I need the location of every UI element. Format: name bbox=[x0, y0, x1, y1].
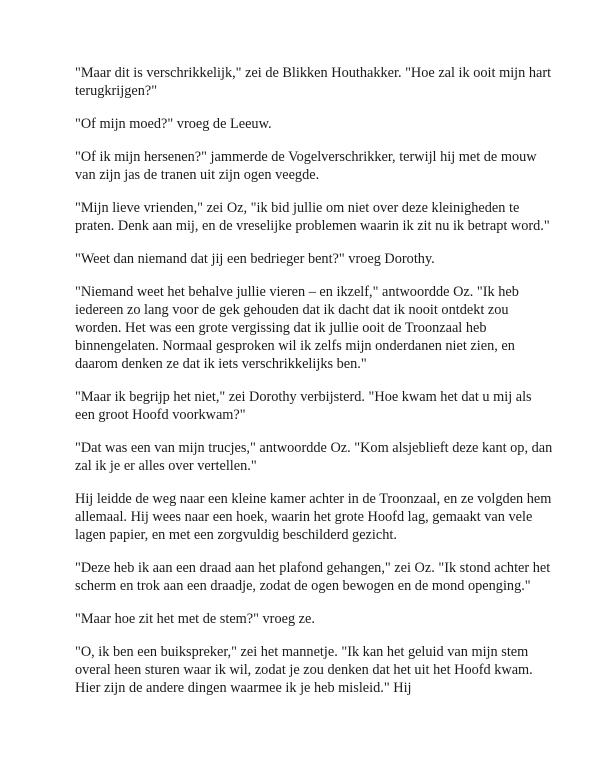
paragraph: "Maar ik begrijp het niet," zei Dorothy verbijsterd. "Hoe kwam het dat u mij als een groot Hoofd voorkwam?" bbox=[75, 389, 532, 423]
paragraph: "Maar hoe zit het met de stem?" vroeg ze. bbox=[75, 611, 315, 627]
paragraph: "Mijn lieve vrienden," zei Oz, "ik bid jullie om niet over deze kleinigheden te praten. Denk aan mij, en de vreselijke problemen waarin ik zit nu ik betrapt word." bbox=[75, 200, 550, 234]
paragraph: Hij leidde de weg naar een kleine kamer achter in de Troonzaal, en ze volgden hem allemaal. Hij wees naar een hoek, waarin het grote Hoofd lag, gemaakt van vele lagen papier, en met een zorgvuldig beschilderd gezicht. bbox=[75, 491, 552, 543]
paragraph: "Weet dan niemand dat jij een bedrieger bent?" vroeg Dorothy. bbox=[75, 251, 435, 267]
paragraph: "Niemand weet het behalve jullie vieren – en ikzelf," antwoordde Oz. "Ik heb iedereen zo lang voor de gek gehouden dat ik dacht dat ik nooit ontdekt zou worden. Het was een grote vergissing dat ik jullie ooit de Troonzaal heb binnengelaten. Normaal gesproken wil ik zelfs mijn onderdanen niet zien, en daarom denken ze dat ik iets verschrikkelijks ben." bbox=[75, 284, 519, 372]
paragraph: "Deze heb ik aan een draad aan het plafond gehangen," zei Oz. "Ik stond achter het scherm en trok aan een draadje, zodat de ogen bewogen en de mond openging." bbox=[75, 560, 551, 594]
document-body bbox=[75, 64, 555, 712]
paragraph: "Of ik mijn hersenen?" jammerde de Vogelverschrikker, terwijl hij met de mouw van zijn jas de tranen uit zijn ogen veegde. bbox=[75, 149, 537, 183]
paragraph: "O, ik ben een buikspreker," zei het mannetje. "Ik kan het geluid van mijn stem overal heen sturen waar ik wil, zodat je zou denken dat het uit het Hoofd kwam. Hier zijn de andere dingen waarmee ik je heb misleid." Hij bbox=[75, 644, 533, 696]
paragraph: "Dat was een van mijn trucjes," antwoordde Oz. "Kom alsjeblieft deze kant op, dan zal ik je er alles over vertellen." bbox=[75, 440, 553, 474]
paragraph: "Maar dit is verschrikkelijk," zei de Blikken Houthakker. "Hoe zal ik ooit mijn hart terugkrijgen?" bbox=[75, 65, 552, 99]
paragraph: "Of mijn moed?" vroeg de Leeuw. bbox=[75, 116, 272, 132]
